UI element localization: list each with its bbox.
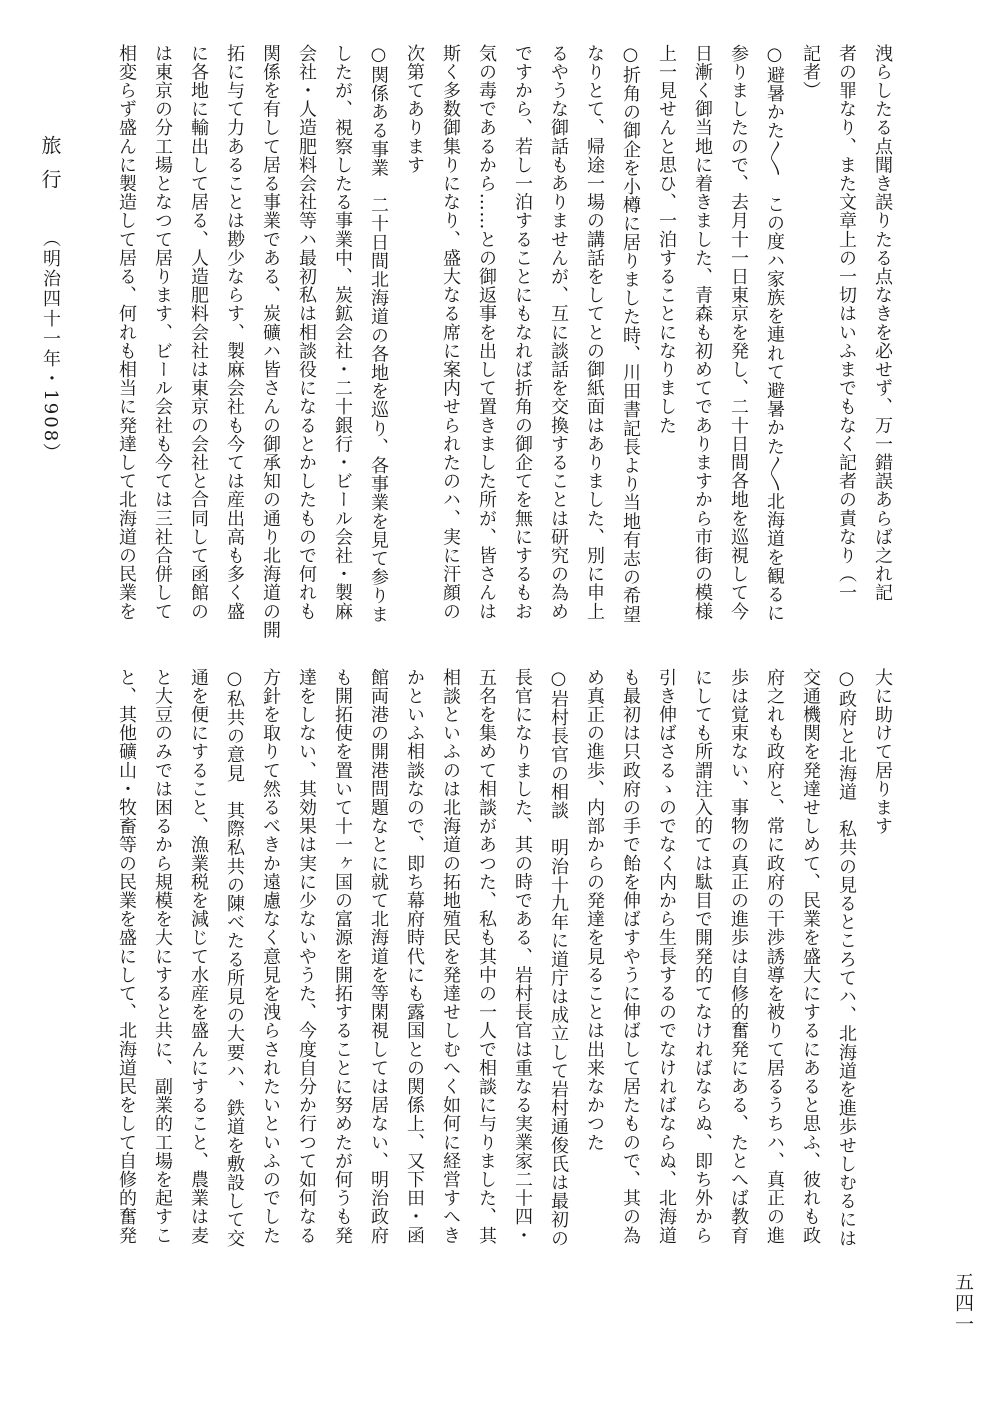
text-column: も開拓使を置いて十一ヶ国の富源を開拓することに努めたが何うも発 <box>332 668 353 1245</box>
text-column: にしても所謂注入的ては駄目で開発的てなければならぬ、即ち外から <box>692 668 713 1245</box>
text-column: 関係を有して居る事業である、炭礦ハ皆さんの御承知の通り北海道の開 <box>260 44 281 640</box>
text-column: ○避暑かた〱 この度ハ家族を連れて避暑かた〱北海道を観るに <box>764 44 785 623</box>
text-column: 引き伸ばさるゝのでなく内から生長するのでなければならぬ、北海道 <box>656 668 677 1245</box>
text-column: 参りましたので、去月十一日東京を発し、二十日間各地を巡視して今 <box>728 44 749 621</box>
text-column: ○私共の意見 其際私共の陳べたる所見の大要ハ、鉄道を敷設して交 <box>224 668 245 1248</box>
text-column: 長官になりました、其の時である、岩村長官は重なる実業家二十四・ <box>512 668 533 1245</box>
text-column: 会社・人造肥料会社等ハ最初私は相談役になるとかしたもので何れも <box>296 44 317 621</box>
text-column: 記者） <box>800 44 821 100</box>
text-column: ○折角の御企を小樽に居りました時、川田書記長より当地有志の希望 <box>620 44 641 624</box>
text-column: ○岩村長官の相談 明治十九年に道庁は成立して岩村通俊氏は最初の <box>548 668 569 1248</box>
upper-text-block <box>108 44 900 654</box>
text-column: 歩は覚束ない、事物の真正の進歩は自修的奮発にある、たとへば教育 <box>728 668 749 1245</box>
text-column: 拓に与て力あることは尠少ならす、製麻会社も今ては産出高も多く盛 <box>224 44 245 621</box>
text-column: ○関係ある事業 二十日間北海道の各地を巡り、各事業を見て参りま <box>368 44 389 624</box>
text-column: 洩らしたる点聞き誤りたる点なきを必せず、万一錯誤あらば之れ記 <box>872 44 893 602</box>
text-column: 上一見せんと思ひ、一泊することになりました <box>656 44 677 435</box>
text-column: なりとて、帰途一場の講話をしてとの御紙面はありました、別に申上 <box>584 44 605 621</box>
text-column: 通を便にすること、漁業税を減じて水産を盛んにすること、農業は麦 <box>188 668 209 1245</box>
text-column: 館両港の開港問題なとに就て北海道を等閑視しては居ない、明治政府 <box>368 668 389 1245</box>
page-number: 五四一 <box>952 1272 974 1335</box>
text-column: に各地に輸出して居る、人造肥料会社は東京の会社と合同して函館の <box>188 44 209 621</box>
text-column: 方針を取りて然るべきか遠慮なく意見を洩らされたいといふのでした <box>260 668 281 1245</box>
text-column: は東京の分工場となつて居ります、ビール会社も今ては三社合併して <box>152 44 173 621</box>
text-column: 府之れも政府と、常に政府の干渉誘導を被りて居るうちハ、真正の進 <box>764 668 785 1245</box>
text-column: かといふ相談なので、即ち幕府時代にも露国との関係上、又下田・函 <box>404 668 425 1245</box>
text-column: 五名を集めて相談があつた、私も其中の一人で相談に与りました、其 <box>476 668 497 1245</box>
text-column: 交通機関を発達せしめて、民業を盛大にするにあると思ふ、彼れも政 <box>800 668 821 1245</box>
text-column: 日漸く御当地に着きました、青森も初めてでありますから市街の模様 <box>692 44 713 621</box>
text-column: 達をしない、其効果は実に少ないやうた、今度自分か行つて如何なる <box>296 668 317 1245</box>
text-column: も最初は只政府の手で飴を伸ばすやうに伸ばして居たもので、其の為 <box>620 668 641 1245</box>
text-column: 気の毒であるから……との御返事を出して置きました所が、皆さんは <box>476 44 497 621</box>
text-column: ○政府と北海道 私共の見るところてハ、北海道を進歩せしむるには <box>836 668 857 1248</box>
text-column: 者の罪なり、また文章上の一切はいふまでもなく記者の責なり（一 <box>836 44 857 602</box>
text-column: るやうな御話もありませんが、互に談話を交換することは研究の為め <box>548 44 569 621</box>
running-header-subtitle: （明治四十一年・1908） <box>40 229 61 464</box>
text-column: 大に助けて居ります <box>872 668 893 836</box>
text-column: 斯く多数御集りになり、盛大なる席に案内せられたのハ、実に汗顔の <box>440 44 461 621</box>
running-header-title: 旅行 <box>38 135 62 203</box>
text-column: したが、視察したる事業中、炭鉱会社・二十銀行・ビール会社・製麻 <box>332 44 353 621</box>
text-column: 次第てあります <box>404 44 425 175</box>
text-column: と大豆のみでは困るから規模を大にすると共に、副業的工場を起すこ <box>152 668 173 1245</box>
running-header <box>36 135 65 463</box>
lower-text-block <box>108 668 900 1308</box>
text-column: 相談といふのは北海道の拓地殖民を発達せしむへく如何に経営すへき <box>440 668 461 1245</box>
text-column: と、其他礦山・牧畜等の民業を盛にして、北海道民をして自修的奮発 <box>116 668 137 1245</box>
text-column: 相変らず盛んに製造して居る、何れも相当に発達して北海道の民業を <box>116 44 137 621</box>
text-column: ですから、若し一泊することにもなれば折角の御企てを無にするもお <box>512 44 533 621</box>
text-column: め真正の進歩、内部からの発達を見ることは出来なかつた <box>584 668 605 1152</box>
